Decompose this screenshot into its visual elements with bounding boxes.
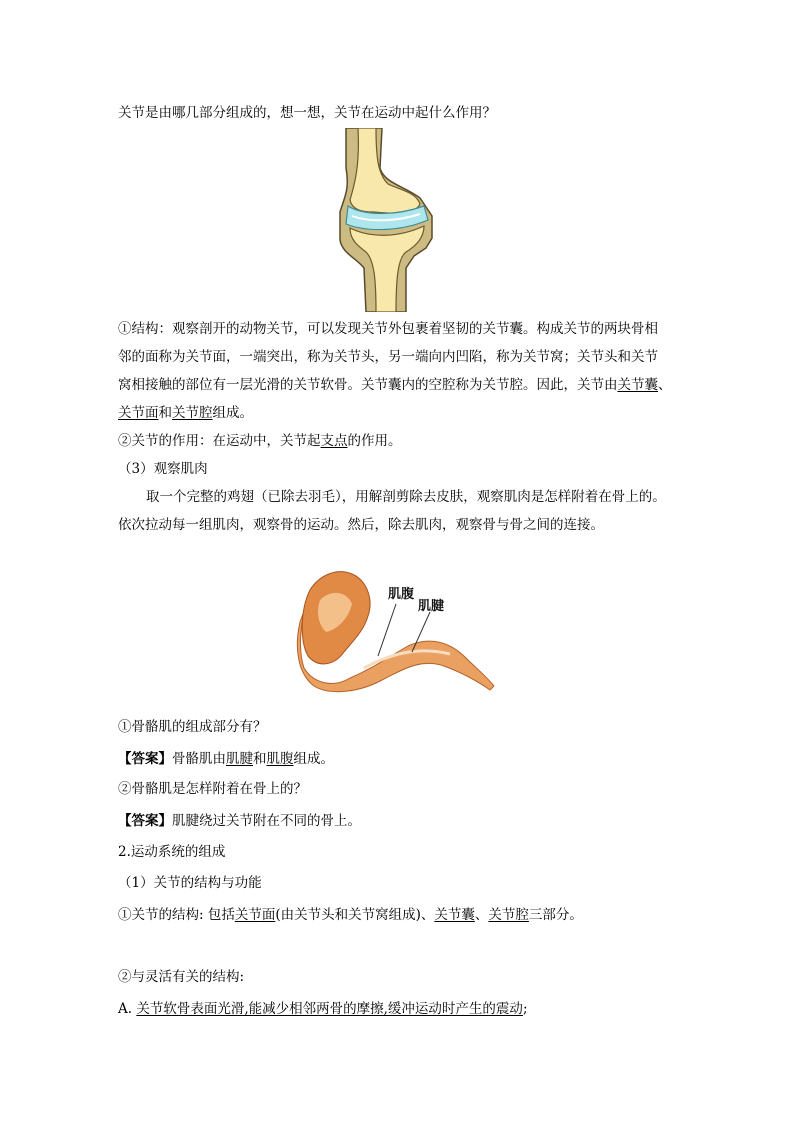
section-2-heading: 2.运动系统的组成 — [118, 844, 226, 860]
structure-line-1: ①结构：观察剖开的动物关节，可以发现关节外包裹着坚韧的关节囊。构成关节的两块骨相 — [118, 321, 658, 337]
label-muscle-belly: 肌腹 — [388, 587, 415, 602]
answer-1: 【答案】骨骼肌由肌腱和肌腹组成。 — [118, 751, 334, 767]
upper-bone — [350, 128, 420, 213]
function-line: ②关节的作用：在运动中，关节起支点的作用。 — [118, 433, 402, 449]
intro-question: 关节是由哪几部分组成的，想一想，关节在运动中起什么作用？ — [118, 105, 496, 121]
chicken-wing-photo — [290, 560, 500, 700]
question-1: ①骨骼肌的组成部分有？ — [118, 719, 267, 735]
answer-2: 【答案】肌腱绕过关节附在不同的骨上。 — [118, 813, 361, 829]
label-tendon: 肌腱 — [418, 599, 445, 614]
observe-line-2: 依次拉动每一组肌肉，观察骨的运动。然后，除去肌肉，观察骨与骨之间的连接。 — [118, 517, 604, 533]
section-3-title: （3）观察肌肉 — [118, 461, 208, 477]
lower-bone — [350, 226, 424, 312]
structure-line-4: 关节面和关节腔组成。 — [118, 405, 253, 421]
structure-line-2: 邻的面称为关节面，一端突出，称为关节头，另一端向内凹陷，称为关节窝；关节头和关节 — [118, 349, 658, 365]
question-2: ②骨骼肌是怎样附着在骨上的？ — [118, 781, 307, 797]
structure-line-3: 窝相接触的部位有一层光滑的关节软骨。关节囊内的空腔称为关节腔。因此，关节由关节囊、 — [118, 377, 672, 393]
pointer-line-1 — [378, 604, 396, 656]
joint-structure-line: ①关节的结构: 包括关节面(由关节头和关节窝组成)、关节囊、关节腔三部分。 — [118, 907, 583, 923]
observe-line-1: 取一个完整的鸡翅（已除去羽毛），用解剖剪除去皮肤，观察肌肉是怎样附着在骨上的。 — [146, 489, 666, 505]
flexibility-heading: ②与灵活有关的结构: — [118, 969, 245, 985]
joint-illustration — [334, 128, 438, 312]
subsection-1-heading: （1）关节的结构与功能 — [118, 875, 262, 891]
item-a: A. 关节软骨表面光滑,能减少相邻两骨的摩擦,缓冲运动时产生的震动; — [118, 1001, 528, 1017]
